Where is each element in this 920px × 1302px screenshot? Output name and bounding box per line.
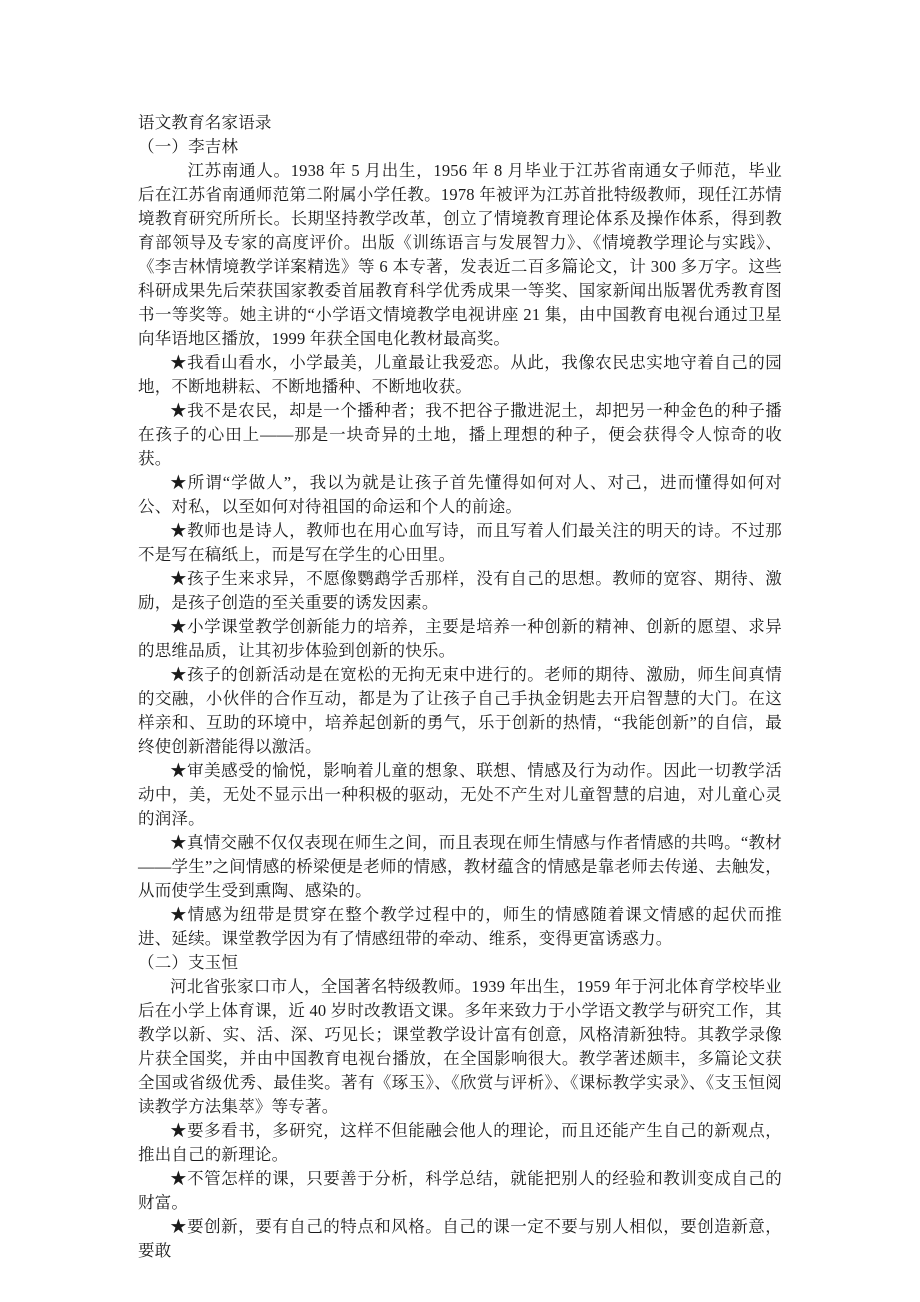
quote-paragraph: ★我不是农民，却是一个播种者；我不把谷子撒进泥土，却把另一种金色的种子播在孩子的心田上——那是一块奇异的土地，播上理想的种子，便会获得令人惊奇的收获。 [138,401,782,468]
section-1-bio-paragraph: 江苏南通人。1938 年 5 月出生，1956 年 8 月毕业于江苏省南通女子师范，毕业后在江苏省南通师范第二附属小学任教。1978 年被评为江苏首批特级教师，现任江苏情境教育研究所所长。长期坚持教学改革，创立了情境教育理论体系及操作体系，得到教育部领导及专家的高度评价。出版《训练语言与发展智力》、《情境教学理论与实践》、《李吉林情境教学详案精选》等 6 本专著，发表近二百多篇论文，计 300 多万字。这些科研成果先后荣获国家教委首届教育科学优秀成果一等奖、国家新闻出版署优秀教育图书一等奖等。她主讲的“小学语文情境教学电视讲座 21 集，由中国教育电视台通过卫星向华语地区播放，1999 年获全国电化教材最高奖。 [138,161,782,348]
quote-paragraph: ★审美感受的愉悦，影响着儿童的想象、联想、情感及行为动作。因此一切教学活动中，美，无处不显示出一种积极的驱动，无处不产生对儿童智慧的启迪，对儿童心灵的润泽。 [138,761,782,828]
quote-paragraph: ★要多看书，多研究，这样不但能融会他人的理论，而且还能产生自己的新观点，推出自己的新理论。 [138,1121,782,1164]
doc-title: 语文教育名家语录 [138,113,272,132]
quote-paragraph: ★教师也是诗人，教师也在用心血写诗，而且写着人们最关注的明天的诗。不过那不是写在稿纸上，而是写在学生的心田里。 [138,521,782,564]
quote-paragraph: ★孩子生来求异，不愿像鹦鹉学舌那样，没有自己的思想。教师的宽容、期待、激励，是孩子创造的至关重要的诱发因素。 [138,569,782,612]
quote-paragraph: ★孩子的创新活动是在宽松的无拘无束中进行的。老师的期待、激励，师生间真情的交融，小伙伴的合作互动，都是为了让孩子自己手执金钥匙去开启智慧的大门。在这样亲和、互助的环境中，培养起创新的勇气，乐于创新的热情，“我能创新”的自信，最终使创新潜能得以激活。 [138,665,782,756]
quote-paragraph: ★所谓“学做人”，我以为就是让孩子首先懂得如何对人、对己，进而懂得如何对公、对私，以至如何对待祖国的命运和个人的前途。 [138,473,782,516]
document-body [138,111,782,1263]
section-2-heading: （二）支玉恒 [138,953,239,972]
quote-paragraph: ★小学课堂教学创新能力的培养，主要是培养一种创新的精神、创新的愿望、求异的思维品质，让其初步体验到创新的快乐。 [138,617,782,660]
section-1-heading: （一）李吉林 [138,137,239,156]
quote-paragraph: ★要创新，要有自己的特点和风格。自己的课一定不要与别人相似，要创造新意，要敢 [138,1217,782,1260]
quote-paragraph: ★真情交融不仅仅表现在师生之间，而且表现在师生情感与作者情感的共鸣。“教材——学生”之间情感的桥梁便是老师的情感，教材蕴含的情感是靠老师去传递、去触发，从而使学生受到熏陶、感染的。 [138,833,782,900]
quote-paragraph: ★我看山看水，小学最美，儿童最让我爱恋。从此，我像农民忠实地守着自己的园地，不断地耕耘、不断地播种、不断地收获。 [138,353,782,396]
quote-paragraph: ★情感为纽带是贯穿在整个教学过程中的，师生的情感随着课文情感的起伏而推进、延续。课堂教学因为有了情感纽带的牵动、维系，变得更富诱惑力。 [138,905,782,948]
section-2-bio-paragraph: 河北省张家口市人，全国著名特级教师。1939 年出生，1959 年于河北体育学校毕业后在小学上体育课，近 40 岁时改教语文课。多年来致力于小学语文教学与研究工作，其教学以新、实、活、深、巧见长；课堂教学设计富有创意，风格清新独特。其教学录像片获全国奖，并由中国教育电视台播放，在全国影响很大。教学著述颇丰，多篇论文获全国或省级优秀、最佳奖。著有《琢玉》、《欣赏与评析》、《课标教学实录》、《支玉恒阅读教学方法集萃》等专著。 [138,977,782,1116]
quote-paragraph: ★不管怎样的课，只要善于分析，科学总结，就能把别人的经验和教训变成自己的财富。 [138,1169,782,1212]
